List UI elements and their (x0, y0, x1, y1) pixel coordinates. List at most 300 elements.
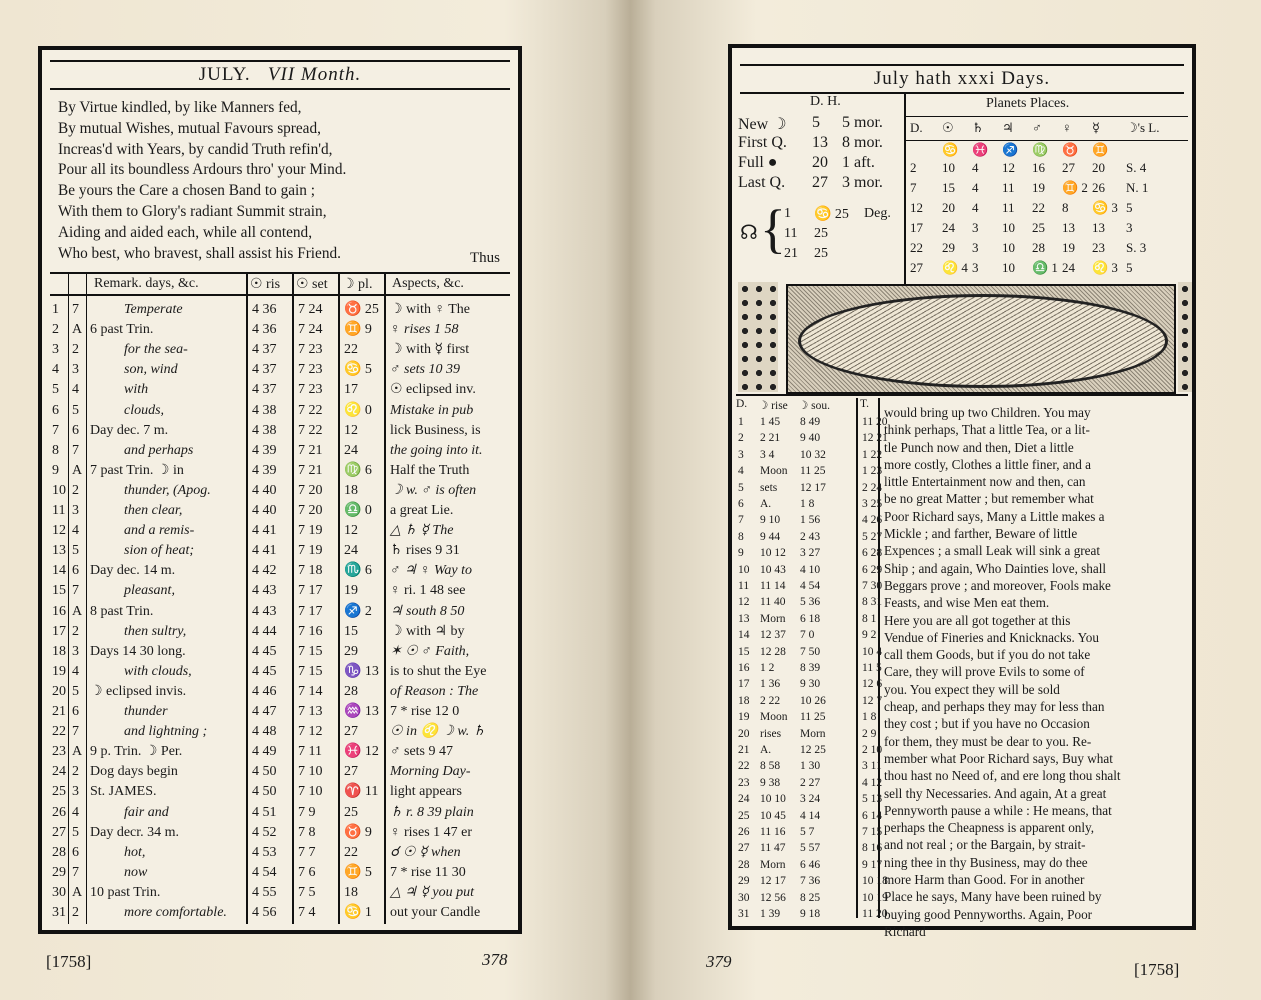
moon-place: ♐ 2 (344, 603, 372, 619)
moon-cell: 12 17 (760, 875, 786, 888)
sun-rise: 4 50 (252, 764, 277, 780)
remark: and perhaps (124, 442, 194, 458)
sun-rise: 4 47 (252, 704, 277, 719)
moon-row (732, 808, 882, 825)
planet-cell: 17 (910, 220, 923, 235)
sun-rise: 4 37 (252, 362, 277, 378)
moon-cell: 7 36 (800, 875, 821, 888)
aspect: ♀ rises 1 47 er (390, 824, 473, 840)
calendar-row (42, 682, 518, 702)
moon-cell: 6 29 (862, 563, 883, 576)
moon-cell: 31 (738, 908, 750, 920)
aspect: Morning Day- (390, 764, 471, 780)
sun-rise: 4 45 (252, 663, 277, 679)
moon-row (732, 627, 882, 644)
aspect: 7 * rise 12 0 (390, 704, 460, 719)
remark: 7 past Trin. ☽ in (90, 462, 184, 478)
prose-line: Care, they will prove Evils to some of (884, 664, 1085, 680)
moon-cell: 3 11 (862, 760, 882, 773)
moon-place: 24 (344, 543, 358, 559)
moon-place: 18 (344, 482, 358, 498)
moon-row (732, 463, 882, 480)
moon-cell: 12 25 (800, 744, 826, 756)
sun-set: 7 21 (298, 442, 323, 458)
moon-col-head: ☽ rise (758, 400, 788, 412)
day-of-month: 5 (52, 382, 59, 398)
moon-place: ♑ 13 (344, 663, 379, 679)
sun-set: 7 22 (298, 422, 323, 438)
moon-cell: Moon (760, 465, 788, 478)
moon-col-head: T. (860, 398, 870, 410)
moon-place: 22 (344, 844, 358, 860)
moon-cell: 4 14 (800, 809, 821, 822)
sun-set: 7 23 (298, 382, 323, 398)
moon-place: ♓ 12 (344, 744, 379, 760)
moon-cell: 1 30 (800, 760, 821, 773)
verse-line: Pour all its boundless Ardours thro' your Mind. (58, 161, 347, 179)
moon-cell: 2 21 (760, 432, 781, 445)
day-of-month: 31 (52, 905, 66, 920)
day-of-month: 21 (52, 704, 66, 719)
moon-place: 28 (344, 683, 358, 699)
day-of-month: 10 (52, 482, 66, 498)
day-of-week: 5 (72, 683, 79, 699)
remark: hot, (124, 844, 146, 860)
sun-rise: 4 40 (252, 482, 277, 498)
moon-cell: 9 (738, 547, 744, 560)
planet-col-head: ♄ (972, 120, 984, 135)
day-of-week: 5 (72, 543, 79, 559)
sun-set: 7 24 (298, 322, 323, 338)
moon-cell: 4 10 (800, 563, 821, 576)
moon-col-head: ☽ sou. (798, 400, 831, 412)
planet-cell: ♊ 2 (1062, 180, 1088, 195)
moon-cell: 7 (738, 514, 744, 527)
moon-place: 22 (344, 342, 358, 358)
day-of-week: 4 (72, 382, 79, 398)
moon-cell: 7 50 (800, 645, 821, 658)
moon-cell: 11 (738, 580, 750, 592)
aspect: out your Candle (390, 905, 481, 920)
moon-cell: 11 16 (760, 826, 786, 838)
aspect: △ ♄ ☿ The (390, 523, 454, 539)
calendar-row (42, 622, 518, 642)
moon-cell: 21 (738, 744, 750, 756)
prose-line: Expences ; a small Leak will sink a great (884, 543, 1101, 559)
moon-row (732, 430, 888, 447)
remark: son, wind (124, 362, 178, 378)
prose-line: you. You expect they will be sold (884, 681, 1060, 697)
sun-set: 7 22 (298, 402, 323, 418)
calendar-row (42, 461, 518, 481)
day-of-month: 20 (52, 683, 66, 699)
sun-set: 7 9 (298, 804, 316, 820)
sun-rise: 4 43 (252, 603, 277, 619)
phase-day: 20 (812, 154, 828, 171)
node-day: 1 (784, 206, 791, 221)
moon-cell: 3 27 (800, 547, 821, 560)
day-of-month: 30 (52, 884, 66, 900)
remark: Day dec. 14 m. (90, 563, 176, 579)
moon-row (732, 742, 882, 759)
calendar-row (42, 441, 518, 461)
moon-cell: 10 (738, 563, 750, 576)
day-of-month: 14 (52, 563, 66, 579)
prose-line: for them, they must be dear to you. Re- (884, 733, 1092, 749)
col-set: ☉ set (296, 277, 328, 292)
moon-cell: 12 56 (760, 891, 786, 904)
sun-rise: 4 37 (252, 382, 277, 398)
phase-hour: 3 mor. (842, 174, 883, 191)
moon-place: ♈ 11 (344, 784, 379, 800)
planet-cell: 20 (1092, 160, 1105, 175)
moon-cell: 13 (738, 612, 750, 625)
sun-set: 7 17 (298, 603, 323, 619)
day-of-week: 2 (72, 623, 79, 639)
moon-cell: 20 (738, 727, 750, 740)
planet-cell: 3 (972, 260, 979, 275)
moon-cell: 9 38 (760, 776, 781, 789)
aspect: light appears (390, 784, 462, 800)
verse-line: By Virtue kindled, by like Manners fed, (58, 99, 302, 116)
day-of-week: 3 (72, 362, 79, 378)
moon-cell: 4 26 (862, 514, 883, 527)
day-of-month: 13 (52, 543, 66, 559)
node-brace: { (760, 199, 786, 259)
remark: clouds, (124, 402, 165, 418)
day-of-month: 26 (52, 804, 66, 820)
sun-rise: 4 36 (252, 302, 277, 317)
aspect: ☌ ☉ ☿ when (390, 844, 461, 860)
aspect: ☽ with ♀ The (390, 302, 470, 317)
moon-cell: 15 (738, 645, 750, 658)
planet-cell: ♋ 3 (1092, 200, 1118, 215)
moon-place: ♉ 9 (344, 824, 372, 840)
sun-rise: 4 36 (252, 322, 277, 338)
sun-set: 7 14 (298, 683, 323, 699)
moon-place: 27 (344, 764, 358, 780)
moon-row (732, 578, 882, 595)
planet-cell: 3 (972, 240, 979, 255)
prose-line: Mickle ; and farther, Beware of little (884, 526, 1078, 542)
ornament-left (738, 282, 778, 392)
prose-line: Ship ; and again, Who Dainties love, shall (884, 560, 1107, 576)
day-of-week: 5 (72, 402, 79, 418)
planet-col-head: ♂ (1032, 120, 1042, 135)
prose-line: perhaps the Cheapness is apparent only, (884, 820, 1095, 836)
moon-cell: 5 7 (800, 826, 815, 838)
moon-cell: Morn (800, 727, 826, 740)
moon-cell: 10 26 (800, 694, 826, 707)
moon-row (732, 594, 882, 611)
phase-day: 13 (812, 134, 828, 151)
moon-cell: 1 39 (760, 908, 781, 920)
moon-cell: 9 18 (800, 908, 821, 920)
day-of-month: 3 (52, 342, 59, 358)
moon-cell: 9 44 (760, 530, 781, 543)
moon-cell: 6 18 (800, 612, 821, 625)
aspect: ✶ ☉ ♂ Faith, (390, 643, 470, 659)
moon-row (732, 709, 882, 726)
aspect: ☽ with ♃ by (390, 623, 465, 639)
planet-cell: ♌ 3 (1092, 260, 1118, 275)
moon-row (732, 873, 888, 890)
planet-cell: S. 4 (1126, 160, 1147, 175)
sun-set: 7 19 (298, 543, 323, 559)
node-day: 11 (784, 226, 798, 241)
calendar-row (42, 823, 518, 843)
planet-cell: 5 (1126, 260, 1133, 275)
prose-line: cheap, and perhaps they may for less than (884, 699, 1105, 715)
aspect: the going into it. (390, 442, 483, 458)
calendar-row (42, 380, 518, 400)
day-of-week: 4 (72, 804, 79, 820)
day-of-month: 11 (52, 503, 66, 518)
sun-set: 7 10 (298, 784, 323, 800)
day-of-week: A (72, 462, 83, 478)
moon-cell: 1 36 (760, 678, 781, 691)
aspect: ☉ eclipsed inv. (390, 382, 476, 398)
right-page-number: 379 (706, 952, 732, 971)
moon-row (732, 545, 882, 562)
calendar-row (42, 662, 518, 682)
prose-line: Vendue of Fineries and Knicknacks. You (884, 629, 1099, 645)
month-name: JULY. (198, 64, 251, 85)
planet-cell: 27 (910, 260, 923, 275)
planet-cell: 20 (942, 200, 955, 215)
aspect: ☽ w. ♂ is often (390, 482, 477, 498)
planet-cell: 25 (1032, 220, 1045, 235)
day-of-week: 7 (72, 442, 79, 458)
aspect: ☉ in ♌ ☽ w. ♄ (390, 724, 486, 740)
sun-set: 7 4 (298, 905, 316, 920)
planet-cell: 10 (1002, 220, 1015, 235)
verse-line: Be yours the Care a chosen Band to gain ; (58, 182, 316, 200)
moon-cell: 11 20 (862, 416, 888, 428)
moon-cell: rises (760, 727, 782, 740)
sun-set: 7 23 (298, 362, 323, 378)
prose-line: Pennyworth pause a while : He means, that (884, 802, 1112, 818)
moon-cell: 6 (738, 498, 744, 510)
day-of-week: 4 (72, 663, 79, 679)
day-of-week: 6 (72, 422, 79, 438)
moon-cell: 12 28 (760, 645, 786, 658)
planet-sign: ♊ (1092, 142, 1109, 157)
moon-cell: 1 8 (800, 498, 815, 510)
calendar-row (42, 581, 518, 601)
catchword: Thus (470, 250, 500, 266)
moon-cell: 1 56 (800, 514, 821, 527)
planet-cell: ♎ 1 (1032, 260, 1058, 275)
moon-cell: Moon (760, 711, 788, 724)
moon-cell: 11 25 (800, 465, 826, 478)
aspect: of Reason : The (390, 683, 479, 699)
remark: more comfortable. (124, 905, 227, 920)
remark: 8 past Trin. (90, 603, 154, 619)
rule (736, 394, 1188, 396)
moon-cell: 8 39 (800, 662, 821, 674)
day-of-week: 7 (72, 864, 79, 880)
planet-cell: 5 (1126, 200, 1133, 215)
sun-rise: 4 52 (252, 824, 277, 840)
planet-cell: N. 1 (1126, 180, 1149, 195)
moon-row (732, 840, 882, 857)
moon-cell: 5 36 (800, 596, 821, 609)
moon-place: 18 (344, 884, 358, 900)
aspect: Half the Truth (390, 462, 470, 478)
right-page-year: [1758] (1134, 960, 1180, 979)
moon-row (732, 791, 882, 808)
remark: with clouds, (124, 663, 192, 679)
planet-cell: S. 3 (1126, 240, 1147, 255)
rule (50, 294, 510, 296)
day-of-week: 7 (72, 583, 79, 599)
moon-cell: 18 (738, 694, 750, 707)
moon-cell: 7 15 (862, 826, 883, 838)
way-to-wealth-text (884, 404, 1184, 940)
moon-cell: 10 45 (760, 809, 786, 822)
day-of-month: 19 (52, 663, 66, 679)
day-of-week: 7 (72, 724, 79, 740)
moon-cell: 2 27 (800, 776, 821, 789)
moon-cell: 5 (738, 481, 744, 494)
moon-cell: 11 5 (862, 662, 882, 674)
moon-cell: 9 17 (862, 858, 883, 871)
moon-row (732, 676, 882, 693)
day-of-month: 16 (52, 603, 66, 619)
day-of-week: 2 (72, 764, 79, 780)
day-of-month: 25 (52, 784, 66, 800)
moon-cell: 10 32 (800, 448, 826, 461)
moon-cell: 4 (738, 465, 744, 478)
day-of-month: 23 (52, 744, 66, 760)
node-day: 21 (784, 246, 798, 261)
prose-line: more costly, Clothes a little finer, and a (884, 456, 1091, 472)
planet-cell: ♌ 4 (942, 260, 968, 275)
aspect: is to shut the Eye (390, 663, 487, 679)
moon-place: 29 (344, 643, 358, 659)
moon-place: 25 (344, 804, 358, 820)
planet-cell: 27 (1062, 160, 1075, 175)
remark: then clear, (124, 503, 183, 518)
moon-cell: 11 20 (862, 908, 888, 920)
moon-cell: 8 16 (862, 842, 883, 855)
moon-cell: 2 (738, 432, 744, 445)
day-of-month: 1 (52, 302, 59, 317)
moon-cell: 11 14 (760, 580, 786, 592)
day-of-week: 2 (72, 482, 79, 498)
phase-day: 27 (812, 174, 828, 191)
remark: pleasant, (124, 583, 175, 599)
day-of-week: 7 (72, 302, 79, 317)
sun-rise: 4 45 (252, 643, 277, 659)
verse-line: Increas'd with Years, by candid Truth refin'd, (58, 140, 333, 158)
node-value: 25 (814, 246, 828, 261)
planet-sign: ♋ (942, 142, 959, 157)
planet-cell: 4 (972, 200, 979, 215)
planet-cell: 10 (1002, 240, 1015, 255)
planet-cell: 22 (1032, 200, 1045, 215)
deg-label: Deg. (864, 206, 891, 221)
aspect: Mistake in pub (390, 402, 474, 418)
planet-cell: 12 (910, 200, 923, 215)
remark: Day dec. 7 m. (90, 422, 169, 438)
moon-cell: A. (760, 498, 772, 510)
sun-set: 7 7 (298, 844, 316, 860)
day-of-month: 4 (52, 362, 59, 378)
planet-cell: 19 (1032, 180, 1045, 195)
moon-cell: Morn (760, 858, 786, 871)
moon-cell: 9 2 (862, 629, 877, 642)
woodcut-illustration (786, 284, 1176, 394)
prose-line: buying good Pennyworths. Again, Poor (884, 906, 1093, 922)
moon-col-head: D. (736, 398, 748, 410)
day-of-month: 22 (52, 724, 66, 740)
verse-line: By mutual Wishes, mutual Favours spread, (58, 119, 321, 137)
aspect: ☽ with ☿ first (390, 342, 470, 358)
moon-cell: 4 54 (800, 580, 821, 592)
planet-col-head: ☽'s L. (1126, 120, 1160, 135)
prose-line: tle Punch now and then, Diet a little (884, 439, 1074, 455)
remark: Temperate (124, 302, 183, 317)
moon-cell: 10 18 (862, 875, 888, 888)
calendar-row (42, 843, 518, 863)
day-of-month: 8 (52, 442, 59, 458)
planet-cell: 13 (1092, 220, 1105, 235)
moon-cell: 6 14 (862, 809, 883, 822)
planet-cell: 24 (942, 220, 955, 235)
phase-name: Full ● (738, 154, 778, 171)
phase-hour: 1 aft. (842, 154, 875, 171)
prose-line: they cost ; but if you have no Occasion (884, 716, 1090, 732)
moon-cell: 8 (738, 530, 744, 543)
calendar-row (42, 360, 518, 380)
calendar-row (42, 903, 518, 923)
planet-cell: 22 (910, 240, 923, 255)
sun-set: 7 8 (298, 824, 316, 840)
day-of-month: 15 (52, 583, 66, 599)
moon-place: ♉ 25 (344, 302, 379, 317)
sun-rise: 4 41 (252, 523, 277, 539)
planet-cell: 7 (910, 180, 917, 195)
prose-line: and not real ; or the Bargain, by strait- (884, 837, 1086, 853)
prose-line: Richard (884, 923, 926, 939)
moon-cell: 19 (738, 711, 750, 724)
remark: and lightning ; (124, 724, 208, 740)
calendar-row (42, 602, 518, 622)
sun-rise: 4 48 (252, 724, 277, 740)
moon-cell: 8 31 (862, 596, 883, 609)
planet-col-head: ♀ (1062, 120, 1072, 135)
planet-col-head: ☿ (1092, 120, 1100, 135)
prose-line: little Entertainment now and then, can (884, 474, 1086, 490)
moon-cell: 8 1 (862, 612, 877, 625)
moon-cell: 1 22 (862, 448, 883, 461)
moon-place: 12 (344, 523, 358, 539)
moon-cell: 11 47 (760, 842, 786, 855)
moon-cell: 2 24 (862, 481, 883, 494)
moon-cell: sets (760, 481, 778, 494)
aspect: lick Business, is (390, 422, 481, 438)
sun-rise: 4 42 (252, 563, 277, 579)
planet-cell: 23 (1092, 240, 1105, 255)
sun-set: 7 15 (298, 663, 323, 679)
planet-cell: 10 (1002, 260, 1015, 275)
moon-cell: 7 30 (862, 580, 883, 592)
moon-cell: 14 (738, 629, 750, 642)
sun-set: 7 15 (298, 643, 323, 659)
moon-row (732, 758, 882, 775)
